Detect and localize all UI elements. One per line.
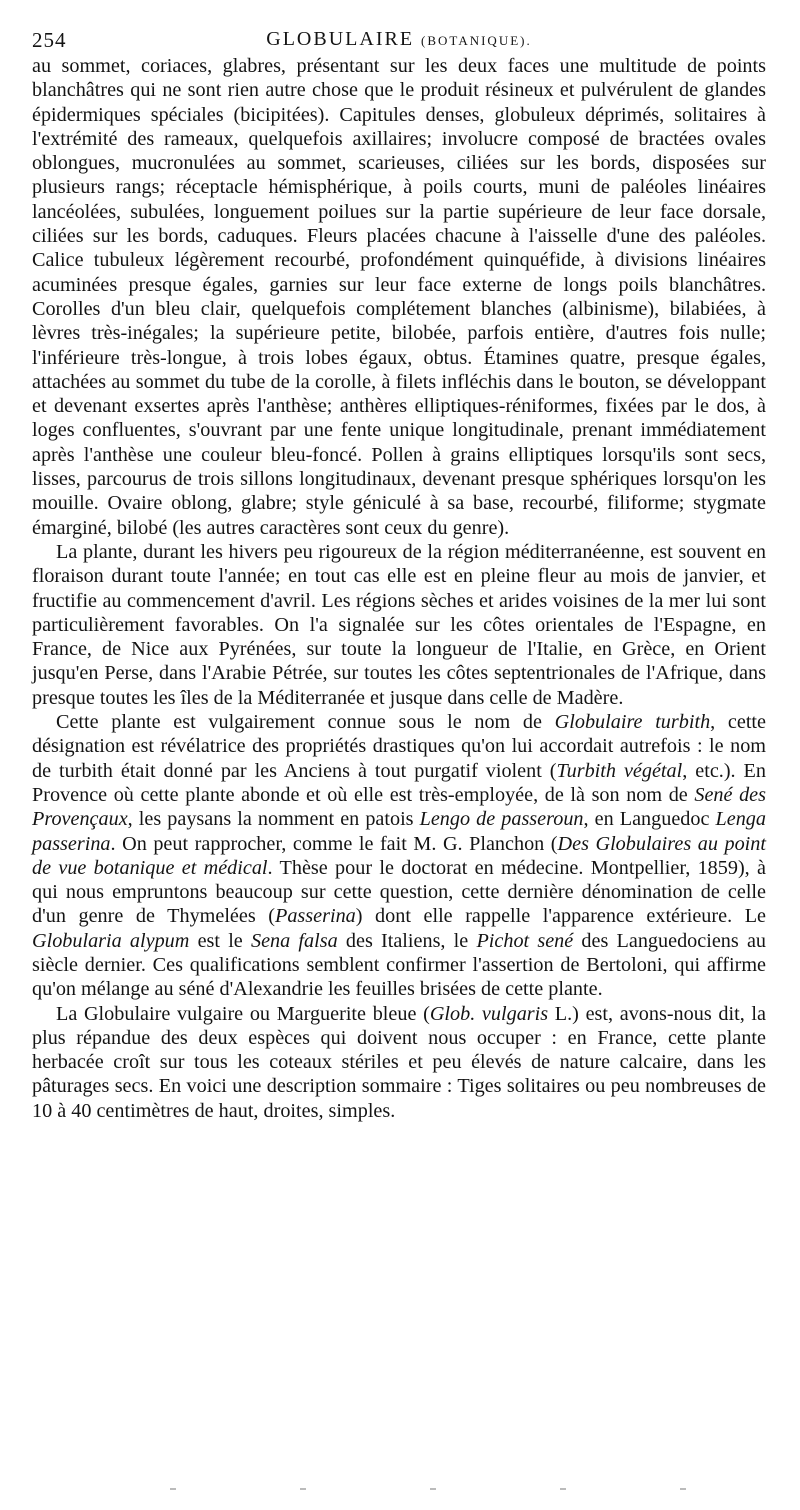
italic-text: Sena falsa (250, 929, 338, 952)
text-run: . Thèse pour le doctorat en médecine. Montpellier, 1859), à qui nous empruntons beaucoup sur cette question, cette dernière dénomination de celle d'un genre de Thymelées ( (32, 856, 767, 928)
italic-text: Pichot sené (476, 929, 574, 952)
text-run: . On peut rapprocher, comme le fait M. G. Planchon ( (110, 832, 558, 855)
paragraph (32, 1002, 766, 1123)
running-title-subject: (BOTANIQUE). (421, 33, 532, 48)
text-run: L.) est, avons-nous dit, la plus répandue des deux espèces qui doivent nous occuper : en France, cette plante herbacée croît sur tous les coteaux stériles et peu élevés de nature calcaire, dans les pâturages secs. En voici une description sommaire : Tiges solitaires ou peu nombreuses de 10 à 40 centimètres de haut, droites, simples. (32, 1002, 766, 1122)
italic-text: Glob. vulgaris (429, 1002, 549, 1025)
text-run: , etc.). En Provence où cette plante abonde et où elle est très-employée, de là son nom de (32, 759, 766, 806)
text-run: La Globulaire vulgaire ou Marguerite bleue ( (56, 1002, 430, 1025)
paragraph (32, 540, 766, 710)
italic-text: Lenga passerina (32, 808, 766, 855)
text-run: au sommet, coriaces, glabres, présentant sur les deux faces une multitude de points blanchâtres qui ne sont rien autre chose que le produit résineux et pulvérulent de glandes épidermiques spéciales (bicipitées). Capitules denses, globuleux déprimés, solitaires à l'extrémité des rameaux, quelquefois axillaires; involucre composé de bractées ovales oblongues, mucronulées au sommet, scarieuses, ciliées sur les bords, disposées sur plusieurs rangs; réceptacle hémisphérique, à poils courts, muni de paléoles linéaires lancéolées, subulées, longuement poilues sur la partie supérieure de leur face dorsale, ciliées sur les bords, caduques. Fleurs placées chacune à l'aisselle d'une des paléoles. Calice tubuleux légèrement recourbé, profondément quinquéfide, à divisions linéaires acuminées presque égales, garnies sur leur face externe de longs poils blanchâtres. Corolles d'un bleu clair, quelquefois complétement blanches (albinisme), bilabiées, à lèvres très-inégales; la supérieure petite, bilobée, parfois entière, d'autres fois nulle; l'inférieure très-longue, à trois lobes égaux, obtus. Étamines quatre, presque égales, attachées au sommet du tube de la corolle, à filets infléchis dans le bouton, se développant et devenant exsertes après l'anthèse; anthères elliptiques-réniformes, fixées par le dos, à loges confluentes, s'ouvrant par une fente unique longitudinale, prenant immédiatement après l'anthèse une couleur bleu-foncé. Pollen à grains elliptiques lorsqu'ils sont secs, lisses, parcourus de trois sillons longitudinaux, devenant presque sphériques lorsqu'on les mouille. Ovaire oblong, glabre; style géniculé à sa base, recourbé, filiforme; stygmate émarginé, bilobé (les autres caractères sont ceux du genre). (32, 55, 766, 539)
text-run: des Italiens, le (337, 929, 477, 952)
text-run: est le (189, 929, 251, 952)
italic-text: Sené des Provençaux (32, 783, 766, 831)
paragraph (32, 710, 766, 1002)
text-run: Cette plante est vulgairement connue sous le nom de (56, 711, 555, 734)
running-title-main: GLOBULAIRE (266, 28, 415, 50)
italic-text: Globularia alypum (32, 929, 190, 952)
italic-text: Turbith végétal (556, 759, 683, 782)
paragraph (32, 54, 766, 540)
body-text (32, 54, 766, 1123)
text-run: La plante, durant les hivers peu rigoureux de la région méditerranéenne, est souvent en floraison durant toute l'année; en tout cas elle est en pleine fleur au mois de janvier, et fructifie au commencement d'avril. Les régions sèches et arides voisines de la mer lui sont particulièrement favorables. On l'a signalée sur les côtes orientales de l'Espagne, en France, de Nice aux Pyrénées, sur toute la longueur de l'Italie, en Grèce, en Orient jusqu'en Perse, dans l'Arabie Pétrée, sur toutes les côtes septentrionales de l'Afrique, dans presque toutes les îles de la Méditerranée et jusque dans celle de Madère. (32, 540, 766, 709)
italic-text: Globulaire turbith (554, 711, 711, 734)
page-number: 254 (32, 28, 67, 52)
text-run: , cette désignation est révélatrice des propriétés drastiques qu'on lui accordait autrefois : le nom de turbith était donné par les Anciens à tout purgatif violent ( (32, 711, 766, 782)
text-run: , les paysans la nomment en patois (127, 808, 420, 831)
text-run: ) dont elle rappelle l'apparence extérieure. Le (355, 905, 766, 928)
italic-text: Lengo de passeroun (419, 808, 584, 831)
italic-text: Des Globulaires au point de vue botanique et médical (32, 832, 766, 879)
text-run: , en Languedoc (583, 808, 716, 831)
italic-text: Passerina (275, 905, 356, 928)
page-footer-marks (0, 1488, 800, 1492)
text-run: des Languedociens au siècle dernier. Ces qualifications semblent confirmer l'assertion de Bertoloni, qui affirme qu'on mélange au séné d'Alexandrie les feuilles brisées de cette plante. (32, 929, 767, 1001)
running-title (32, 28, 766, 51)
running-header (32, 0, 766, 54)
